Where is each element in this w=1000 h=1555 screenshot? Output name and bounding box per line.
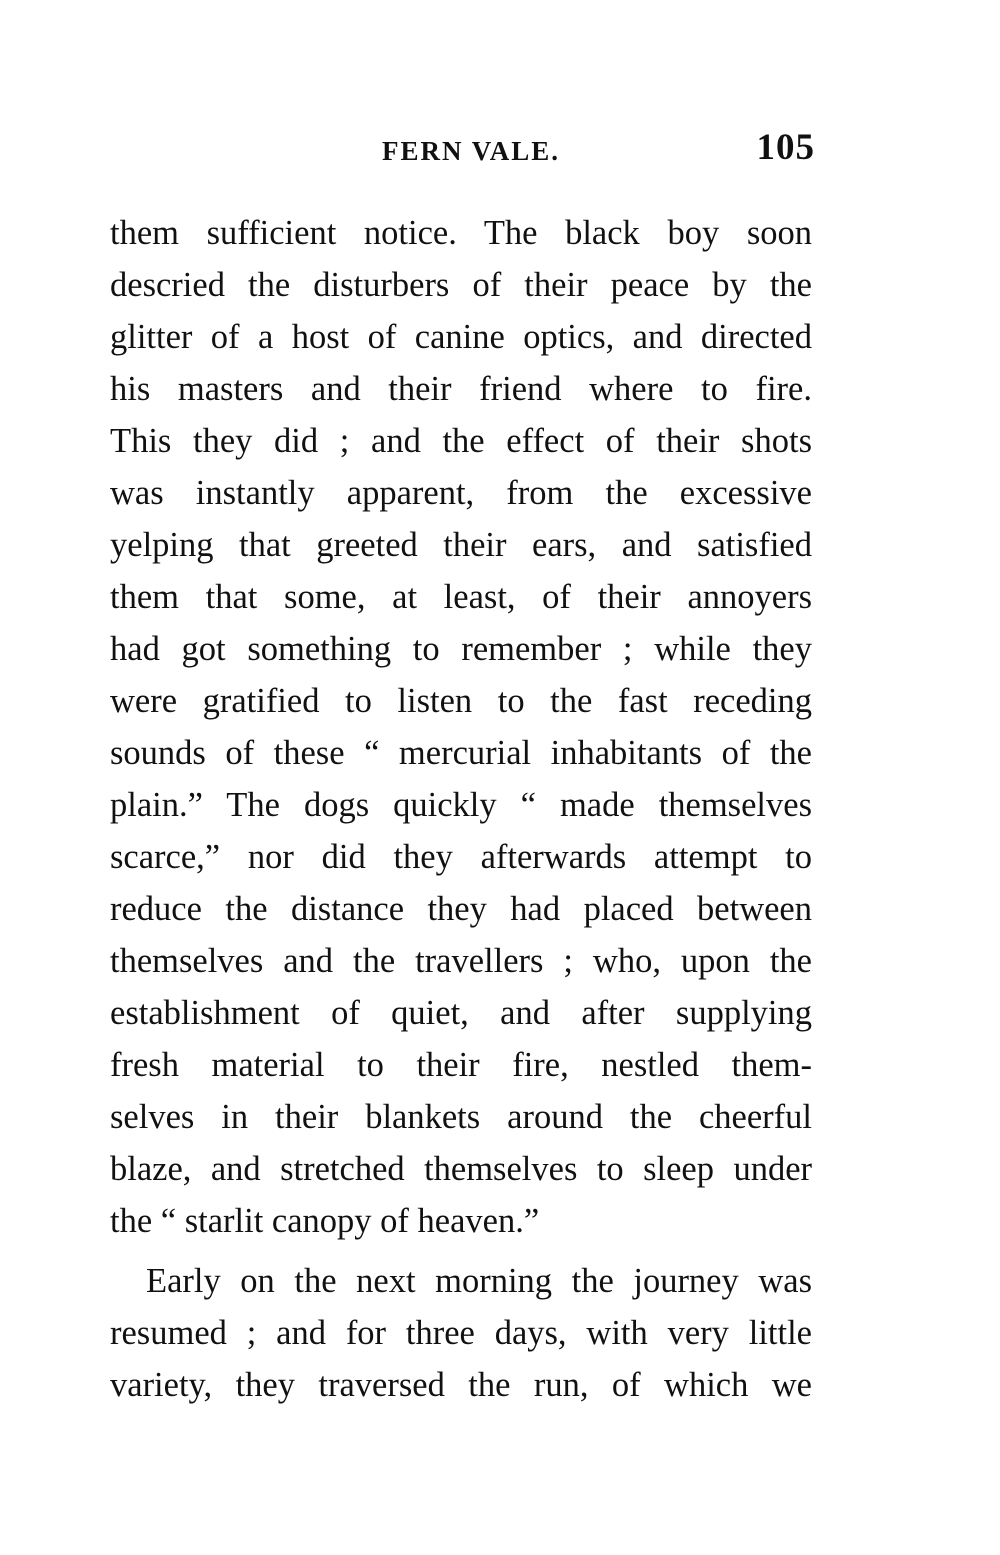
text-line: glitter of a host of canine optics, and directed <box>110 318 812 356</box>
text-line: selves in their blankets around the cheerful <box>110 1098 812 1136</box>
text-line: fresh material to their fire, nestled them- <box>110 1046 812 1084</box>
text-line: his masters and their friend where to fire. <box>110 370 812 408</box>
text-line: yelping that greeted their ears, and satisfied <box>110 526 812 564</box>
text-line: were gratified to listen to the fast receding <box>110 682 812 720</box>
body-text <box>110 207 812 1411</box>
text-line: descried the disturbers of their peace by the <box>110 266 812 304</box>
text-line: Early on the next morning the journey was <box>146 1262 812 1300</box>
text-line: blaze, and stretched themselves to sleep under <box>110 1150 812 1188</box>
paragraph <box>110 1255 812 1411</box>
text-line: had got something to remember ; while they <box>110 630 812 668</box>
paragraph-gap <box>110 1247 812 1255</box>
text-line: variety, they traversed the run, of which we <box>110 1366 812 1404</box>
text-line: establishment of quiet, and after supplying <box>110 994 812 1032</box>
running-head <box>110 126 815 176</box>
text-line: reduce the distance they had placed between <box>110 890 812 928</box>
text-line: This they did ; and the effect of their shots <box>110 422 812 460</box>
text-line: resumed ; and for three days, with very little <box>110 1314 812 1352</box>
running-title: FERN VALE. <box>382 136 561 166</box>
text-line: scarce,” nor did they afterwards attempt to <box>110 838 812 876</box>
text-line: them that some, at least, of their annoyers <box>110 578 812 616</box>
page-number: 105 <box>756 127 815 168</box>
text-line: was instantly apparent, from the excessive <box>110 474 812 512</box>
text-line: plain.” The dogs quickly “ made themselves <box>110 786 812 824</box>
text-line: themselves and the travellers ; who, upon the <box>110 942 812 980</box>
text-line: them sufficient notice. The black boy soon <box>110 214 812 252</box>
text-line: sounds of these “ mercurial inhabitants of the <box>110 734 812 772</box>
paragraph <box>110 207 812 1247</box>
text-line: the “ starlit canopy of heaven.” <box>110 1202 540 1240</box>
